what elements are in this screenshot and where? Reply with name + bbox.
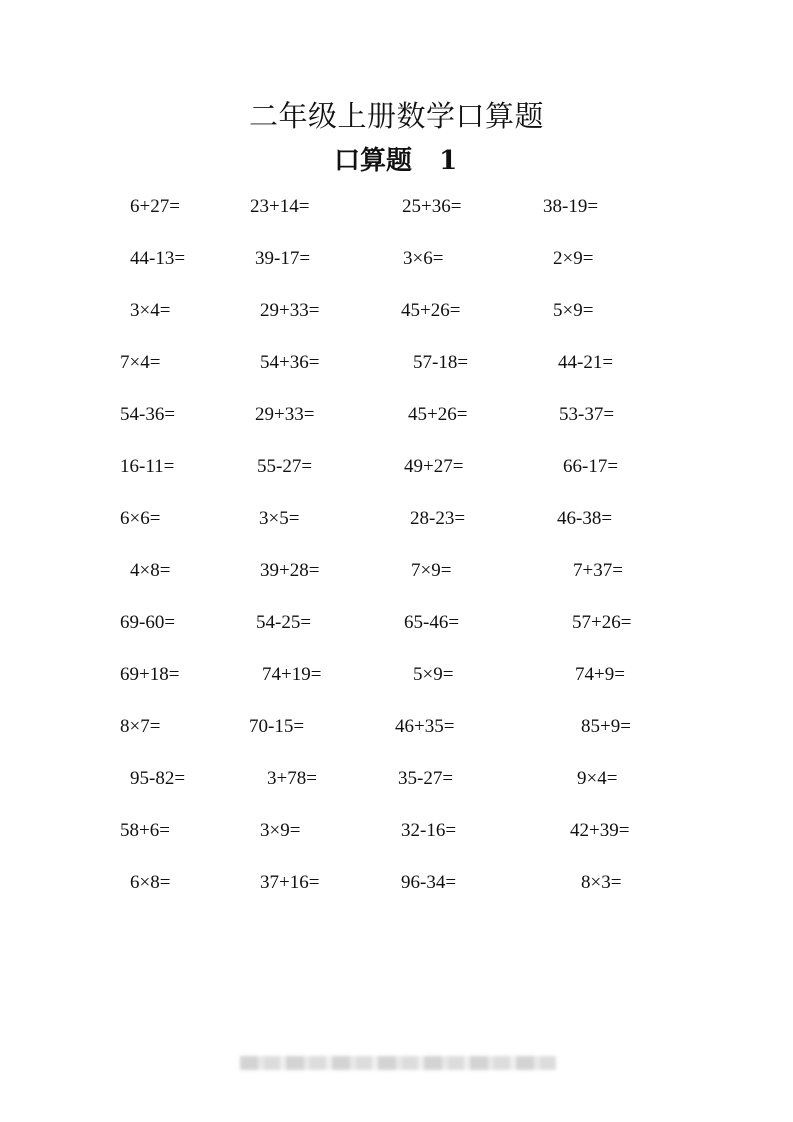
arithmetic-problem: 53-37= — [559, 404, 615, 425]
arithmetic-problem: 66-17= — [563, 456, 619, 477]
arithmetic-problem: 23+14= — [250, 196, 310, 217]
arithmetic-problem: 54-36= — [120, 404, 176, 425]
arithmetic-problem: 37+16= — [260, 872, 320, 893]
arithmetic-problem: 49+27= — [404, 456, 464, 477]
arithmetic-problem: 58+6= — [120, 820, 170, 841]
arithmetic-problem: 96-34= — [401, 872, 457, 893]
arithmetic-problem: 54-25= — [256, 612, 312, 633]
arithmetic-problem: 2×9= — [553, 248, 594, 269]
arithmetic-problem: 3+78= — [267, 768, 317, 789]
arithmetic-problem: 8×3= — [581, 872, 622, 893]
arithmetic-problem: 7+37= — [573, 560, 623, 581]
arithmetic-problem: 8×7= — [120, 716, 161, 737]
arithmetic-problem: 45+26= — [408, 404, 468, 425]
arithmetic-problem: 3×9= — [260, 820, 301, 841]
arithmetic-problem: 38-19= — [543, 196, 599, 217]
arithmetic-problem: 70-15= — [249, 716, 305, 737]
arithmetic-problem: 69+18= — [120, 664, 180, 685]
blurred-footer-watermark — [240, 1056, 556, 1070]
arithmetic-problem: 74+9= — [575, 664, 625, 685]
arithmetic-problem: 32-16= — [401, 820, 457, 841]
arithmetic-problem: 65-46= — [404, 612, 460, 633]
arithmetic-problem: 46-38= — [557, 508, 613, 529]
arithmetic-problem: 69-60= — [120, 612, 176, 633]
arithmetic-problem: 95-82= — [130, 768, 186, 789]
arithmetic-problem: 25+36= — [402, 196, 462, 217]
arithmetic-problem: 44-21= — [558, 352, 614, 373]
arithmetic-problem: 6×6= — [120, 508, 161, 529]
arithmetic-problem: 85+9= — [581, 716, 631, 737]
arithmetic-problem: 3×4= — [130, 300, 171, 321]
arithmetic-problem: 3×5= — [259, 508, 300, 529]
arithmetic-problem: 6×8= — [130, 872, 171, 893]
arithmetic-problem: 35-27= — [398, 768, 454, 789]
arithmetic-problem: 7×9= — [411, 560, 452, 581]
arithmetic-problem: 39-17= — [255, 248, 311, 269]
arithmetic-problem: 28-23= — [410, 508, 466, 529]
worksheet-subtitle: 口算题 1 — [334, 146, 458, 176]
arithmetic-problem: 5×9= — [553, 300, 594, 321]
arithmetic-problem: 7×4= — [120, 352, 161, 373]
arithmetic-problem: 3×6= — [403, 248, 444, 269]
arithmetic-problem: 29+33= — [255, 404, 315, 425]
arithmetic-problem: 44-13= — [130, 248, 186, 269]
arithmetic-problem: 57-18= — [413, 352, 469, 373]
arithmetic-problem: 74+19= — [262, 664, 322, 685]
arithmetic-problem: 55-27= — [257, 456, 313, 477]
arithmetic-problem: 29+33= — [260, 300, 320, 321]
arithmetic-problem: 4×8= — [130, 560, 171, 581]
page-title: 二年级上册数学口算题 — [248, 99, 544, 133]
arithmetic-problem: 39+28= — [260, 560, 320, 581]
arithmetic-problem: 6+27= — [130, 196, 180, 217]
arithmetic-problem: 54+36= — [260, 352, 320, 373]
arithmetic-problem: 57+26= — [572, 612, 632, 633]
arithmetic-problem: 46+35= — [395, 716, 455, 737]
arithmetic-problem: 5×9= — [413, 664, 454, 685]
arithmetic-problem: 9×4= — [577, 768, 618, 789]
arithmetic-problem: 42+39= — [570, 820, 630, 841]
arithmetic-problem: 45+26= — [401, 300, 461, 321]
arithmetic-problem: 16-11= — [120, 456, 175, 477]
